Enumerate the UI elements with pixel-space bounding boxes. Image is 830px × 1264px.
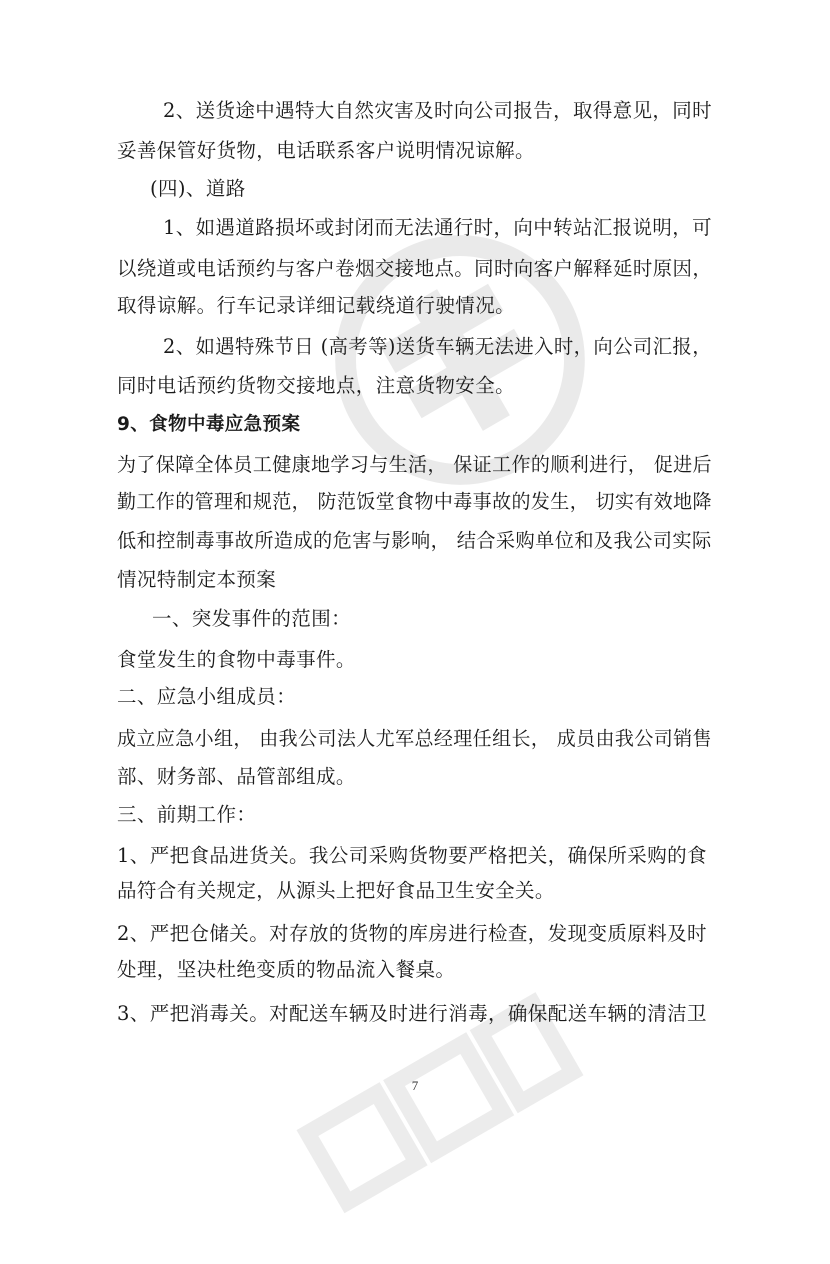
section-subheading: (四)、道路 <box>150 177 246 200</box>
paragraph-line: 成立应急小组， 由我公司法人尤军总经理任组长， 成员由我公司销售 <box>117 727 712 750</box>
paragraph-line: 处理，坚决杜绝变质的物品流入餐桌。 <box>117 958 456 981</box>
page-number: 7 <box>411 1078 419 1093</box>
paragraph-line: 1、严把食品进货关。我公司采购货物要严格把关，确保所采购的食 <box>117 844 707 867</box>
section-subheading: 一、突发事件的范围： <box>152 607 352 630</box>
section-subheading: 二、应急小组成员： <box>117 685 297 708</box>
paragraph-line: 3、严把消毒关。对配送车辆及时进行消毒，确保配送车辆的清洁卫 <box>117 1002 707 1025</box>
paragraph-line: 为了保障全体员工健康地学习与生活， 保证工作的顺利进行， 促进后 <box>117 453 712 476</box>
paragraph-line: 低和控制毒事故所造成的危害与影响， 结合采购单位和及我公司实际 <box>117 529 712 552</box>
section-heading: 9、食物中毒应急预案 <box>117 414 301 435</box>
paragraph-line: 2、如遇特殊节日 (高考等)送货车辆无法进入时，向公司汇报， <box>163 335 712 358</box>
paragraph-line: 以绕道或电话预约与客户卷烟交接地点。同时向客户解释延时原因， <box>117 257 713 280</box>
paragraph-line: 2、严把仓储关。对存放的货物的库房进行检查，发现变质原料及时 <box>117 922 707 945</box>
paragraph-line: 情况特制定本预案 <box>117 568 277 591</box>
paragraph-line: 食堂发生的食物中毒事件。 <box>117 648 356 671</box>
paragraph-line: 2、送货途中遇特大自然灾害及时向公司报告，取得意见，同时 <box>163 99 713 122</box>
paragraph-line: 部、财务部、品管部组成。 <box>117 765 356 788</box>
paragraph-line: 妥善保管好货物，电话联系客户说明情况谅解。 <box>117 139 535 162</box>
paragraph-line: 同时电话预约货物交接地点，注意货物安全。 <box>117 374 516 397</box>
paragraph-line: 品符合有关规定，从源头上把好食品卫生安全关。 <box>117 879 555 902</box>
paragraph-line: 1、如遇道路损坏或封闭而无法通行时，向中转站汇报说明，可 <box>163 216 713 239</box>
paragraph-line: 取得谅解。行车记录详细记载绕道行驶情况。 <box>117 294 516 317</box>
paragraph-line: 勤工作的管理和规范， 防范饭堂食物中毒事故的发生， 切实有效地降 <box>117 490 712 513</box>
section-subheading: 三、前期工作： <box>117 803 257 826</box>
